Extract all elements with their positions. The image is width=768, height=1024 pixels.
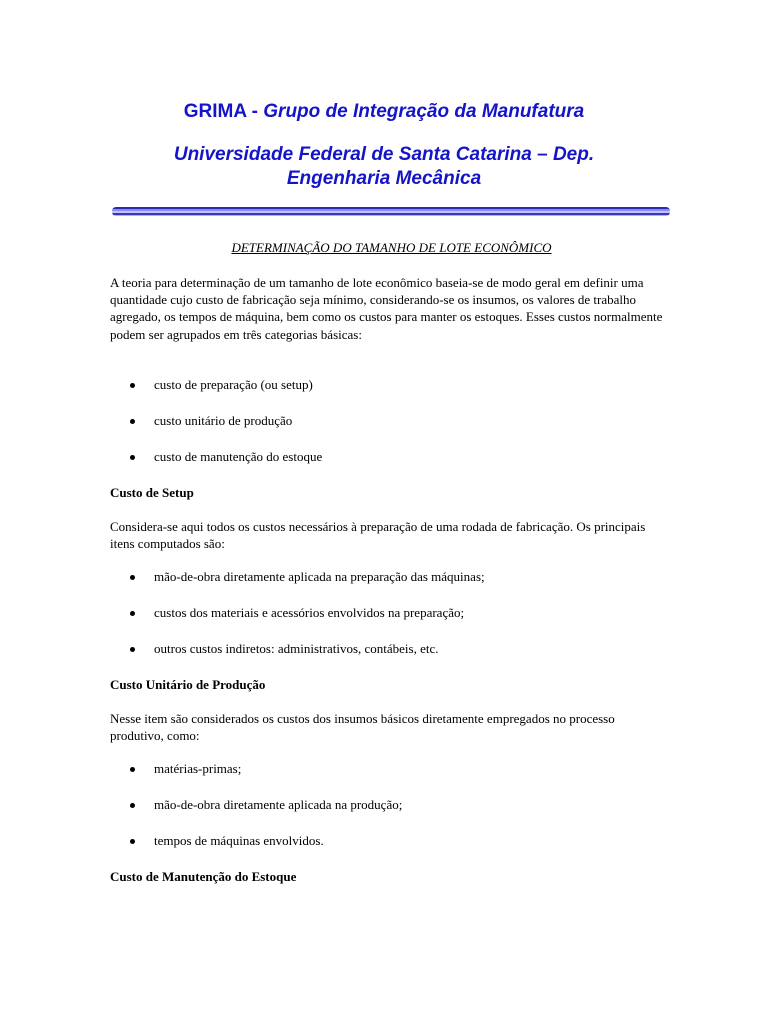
category-item-text: custo unitário de produção	[154, 413, 293, 428]
bullet-icon	[130, 455, 135, 460]
setup-heading: Custo de Setup	[110, 485, 194, 500]
category-item	[130, 377, 313, 393]
category-item	[130, 449, 322, 465]
unit-cost-item	[130, 833, 324, 849]
bullet-icon	[130, 767, 135, 772]
unit-cost-item	[130, 797, 402, 813]
category-item-text: custo de manutenção do estoque	[154, 449, 323, 464]
bullet-icon	[130, 647, 135, 652]
setup-item-text: custos dos materiais e acessórios envolvidos na preparação;	[154, 605, 465, 620]
university-title: Universidade Federal de Santa Catarina – Dep. Engenharia Mecânica	[173, 144, 595, 189]
category-item	[130, 413, 292, 429]
setup-item	[130, 605, 464, 621]
unit-cost-heading: Custo Unitário de Produção	[110, 677, 266, 692]
setup-item	[130, 641, 439, 657]
org-separator: -	[246, 101, 264, 122]
unit-cost-item-text: tempos de máquinas envolvidos.	[154, 833, 324, 848]
bullet-icon	[130, 803, 135, 808]
org-acronym: GRIMA	[183, 101, 247, 122]
unit-cost-paragraph: Nesse item são considerados os custos dos insumos básicos diretamente empregados no processo produtivo, como:	[110, 711, 615, 744]
stock-heading: Custo de Manutenção do Estoque	[110, 869, 297, 884]
header-org-title	[0, 101, 768, 123]
bullet-icon	[130, 839, 135, 844]
org-name: Grupo de Integração da Manufatura	[263, 101, 585, 122]
setup-item-text: mão-de-obra diretamente aplicada na preparação das máquinas;	[154, 569, 485, 584]
bullet-icon	[130, 419, 135, 424]
unit-cost-item-text: mão-de-obra diretamente aplicada na produção;	[154, 797, 403, 812]
unit-cost-item-text: matérias-primas;	[154, 761, 242, 776]
document-title: DETERMINAÇÃO DO TAMANHO DE LOTE ECONÔMICO	[231, 240, 552, 255]
bullet-icon	[130, 611, 135, 616]
bullet-icon	[130, 575, 135, 580]
unit-cost-item	[130, 761, 241, 777]
intro-paragraph: A teoria para determinação de um tamanho de lote econômico baseia-se de modo geral em definir uma quantidade cujo custo de fabricação seja mínimo, considerando-se os insumos, os valores de trabalho agregado, os tempos de máquina, bem como os custos para manter os estoques. Esses custos normalmente podem ser agrupados em três categorias básicas:	[110, 275, 663, 342]
setup-item-text: outros custos indiretos: administrativos, contábeis, etc.	[154, 641, 439, 656]
setup-item	[130, 569, 485, 585]
header-divider	[112, 207, 670, 216]
setup-paragraph: Considera-se aqui todos os custos necessários à preparação de uma rodada de fabricação. Os principais itens computados são:	[110, 519, 646, 552]
category-item-text: custo de preparação (ou setup)	[154, 377, 313, 392]
bullet-icon	[130, 383, 135, 388]
